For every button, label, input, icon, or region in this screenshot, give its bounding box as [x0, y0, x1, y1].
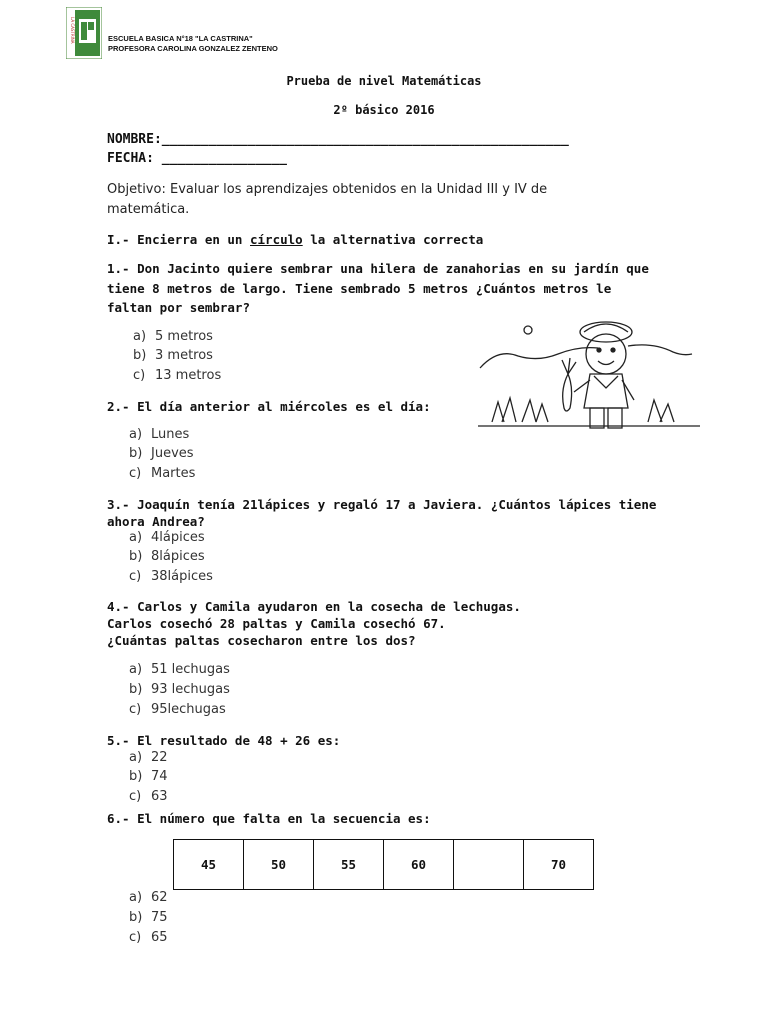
question-5-text: 5.- El resultado de 48 + 26 es:	[107, 733, 341, 748]
instruction: I.- Encierra en un círculo la alternativa correcta	[107, 232, 484, 247]
teacher-name: PROFESORA CAROLINA GONZALEZ ZENTENO	[108, 44, 278, 53]
question-1-option-c: c) 13 metros	[133, 368, 222, 383]
question-5-option-b: b) 74	[129, 769, 168, 784]
page-title: Prueba de nivel Matemáticas	[286, 74, 482, 88]
question-2-option-b: b) Jueves	[129, 446, 194, 461]
question-6-text: 6.- El número que falta en la secuencia es:	[107, 811, 431, 826]
question-4-option-a: a) 51 lechugas	[129, 662, 230, 677]
logo-text: LA CASTRINA	[70, 17, 75, 44]
farmer-illustration	[478, 318, 700, 434]
question-4-option-b: b) 93 lechugas	[129, 682, 230, 697]
question-4-option-c: c) 95lechugas	[129, 702, 226, 717]
question-5-option-a: a) 22	[129, 750, 168, 765]
school-header	[108, 34, 278, 54]
question-2-text: 2.- El día anterior al miércoles es el día:	[107, 399, 431, 414]
question-2-option-c: c) Martes	[129, 466, 196, 481]
sequence-cell-blank	[454, 840, 524, 890]
sequence-table	[173, 839, 594, 890]
school-logo	[66, 7, 102, 59]
question-3-option-c: c) 38lápices	[129, 569, 213, 584]
sequence-cell: 55	[314, 840, 384, 890]
page-subtitle: 2º básico 2016	[333, 103, 435, 117]
objective-label: Objetivo:	[107, 182, 166, 197]
objective-text: Evaluar los aprendizajes obtenidos en la Unidad III y IV de matemática.	[107, 182, 548, 217]
question-1-option-a: a) 5 metros	[133, 329, 213, 344]
date-field: FECHA: ________________	[107, 151, 288, 166]
question-3-text: 3.- Joaquín tenía 21lápices y regaló 17 a Javiera. ¿Cuántos lápices tiene ahora Andrea?	[107, 497, 657, 529]
objective	[107, 180, 627, 220]
school-name: ESCUELA BASICA N°18 "LA CASTRINA"	[108, 34, 253, 43]
question-3-option-a: a) 4lápices	[129, 530, 205, 545]
question-5-option-c: c) 63	[129, 789, 168, 804]
question-3-option-b: b) 8lápices	[129, 549, 205, 564]
question-4-text: 4.- Carlos y Camila ayudaron en la cosecha de lechugas. Carlos cosechó 28 paltas y Camila cosechó 67. ¿Cuántas paltas cosecharon entre los dos?	[107, 599, 521, 648]
question-6-option-c: c) 65	[129, 930, 168, 945]
sequence-cell: 70	[524, 840, 594, 890]
sequence-cell: 50	[244, 840, 314, 890]
instruction-underlined: círculo	[250, 232, 303, 247]
question-1-option-b: b) 3 metros	[133, 348, 213, 363]
question-6-option-b: b) 75	[129, 910, 168, 925]
question-6-option-a: a) 62	[129, 890, 168, 905]
question-2-option-a: a) Lunes	[129, 427, 190, 442]
sequence-cell: 60	[384, 840, 454, 890]
sequence-cell: 45	[174, 840, 244, 890]
question-1-text: 1.- Don Jacinto quiere sembrar una hilera de zanahorias en su jardín que tiene 8 metros de largo. Tiene sembrado 5 metros ¿Cuántos metros le faltan por sembrar?	[107, 261, 649, 315]
name-field: NOMBRE:____________________________________________________	[107, 132, 569, 147]
